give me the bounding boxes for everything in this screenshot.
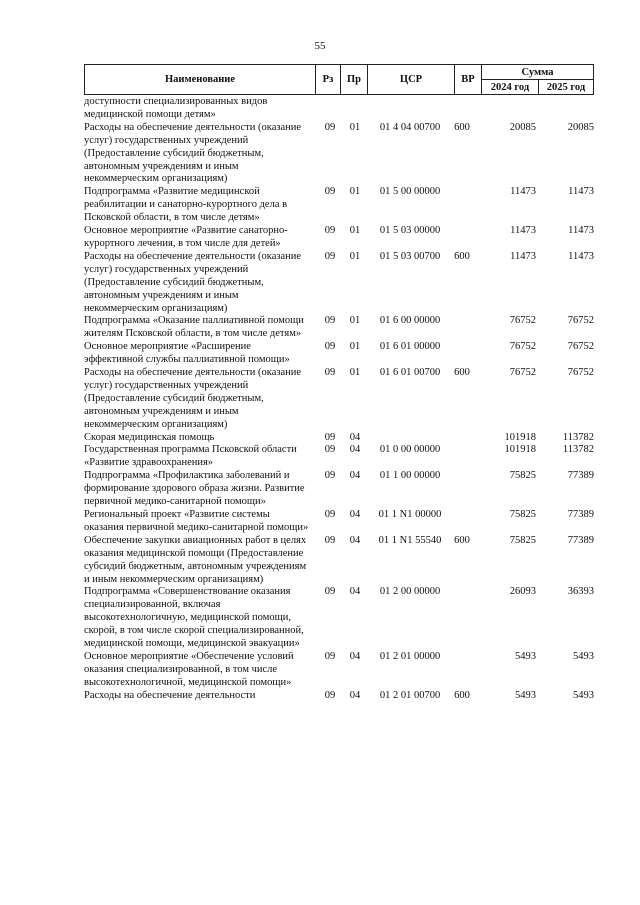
table-header [84,64,594,95]
row-pr: 04 [349,431,361,443]
row-sum-2025: 77389 [567,470,594,482]
row-sum-2024: 75825 [509,509,536,520]
row-pr: 04 [349,586,361,598]
row-name: Расходы на обеспечение деятельности (оказание услуг) государственных учреждений (Предоставление субсидий бюджетным, автономным учреждениям и иным некоммерческим организациям) [84,250,302,314]
header-vr: ВР [454,64,482,95]
header-csr: ЦСР [367,64,455,95]
row-sum-2024: 76752 [509,341,536,353]
table-row [84,432,594,445]
row-rz: 09 [324,509,336,520]
row-vr: 600 [454,121,470,133]
row-sum-2024: 76752 [509,315,536,327]
header-pr: Пр [340,64,368,95]
row-name: Основное мероприятие «Обеспечение условий оказания специализированной, в том числе высокотехнологичной, медицинской помощи» [84,650,294,688]
row-vr: 600 [454,689,470,701]
row-sum-2024: 101918 [504,444,536,456]
row-name: Основное мероприятие «Расширение эффективной службы паллиативной помощи» [84,341,290,366]
row-sum-2024: 11473 [510,186,536,198]
row-rz: 09 [324,186,336,198]
row-csr: 01 6 01 00000 [379,341,441,353]
row-rz: 09 [324,431,336,443]
table-row [84,470,594,509]
table-row [84,341,594,367]
row-rz: 09 [324,250,336,262]
row-name: доступности специализированных видов медицинской помощи детям» [84,96,268,120]
row-rz: 09 [324,534,336,546]
row-csr: 01 6 00 00000 [379,315,441,327]
row-pr: 01 [349,250,361,262]
header-year-2024: 2024 год [481,79,539,95]
row-name: Государственная программа Псковской области «Развитие здравоохранения» [84,444,297,469]
row-sum-2024: 75825 [509,470,536,482]
row-pr: 01 [349,315,361,327]
row-rz: 09 [324,470,336,482]
row-pr: 04 [349,470,361,482]
row-csr: 01 2 00 00000 [379,586,441,598]
table-row [84,122,594,187]
row-sum-2024: 20085 [509,121,536,133]
row-rz: 09 [324,586,336,598]
row-csr: 01 4 04 00700 [379,121,441,133]
row-csr: 01 2 01 00700 [379,689,441,701]
row-rz: 09 [324,367,336,379]
row-sum-2024: 11473 [510,250,536,262]
row-pr: 01 [349,367,361,379]
row-csr: 01 6 01 00700 [379,367,441,379]
row-vr: 600 [454,250,470,262]
table-row [84,251,594,316]
row-pr: 01 [349,186,361,198]
row-rz: 09 [324,315,336,327]
row-vr: 600 [454,367,470,379]
row-name: Расходы на обеспечение деятельности (оказание услуг) государственных учреждений (Предоставление субсидий бюджетным, автономным учреждениям и иным некоммерческим организациям) [84,121,302,185]
table-row [84,651,594,690]
row-pr: 04 [349,509,361,520]
row-sum-2025: 11473 [568,186,594,198]
row-sum-2025: 77389 [567,509,594,520]
table-row [84,690,594,703]
row-sum-2025: 113782 [562,431,594,443]
row-sum-2025: 11473 [568,250,594,262]
row-csr: 01 0 00 00000 [379,444,441,456]
row-sum-2024: 75825 [509,534,536,546]
row-sum-2024: 5493 [515,689,536,701]
row-rz: 09 [324,650,336,662]
row-name: Региональный проект «Развитие системы оказания первичной медико-санитарной помощи» [84,509,309,533]
row-csr: 01 5 03 00000 [379,225,441,237]
row-rz: 09 [324,225,336,237]
row-pr: 04 [349,534,361,546]
row-pr: 04 [349,689,361,701]
table-row [84,225,594,251]
row-sum-2025: 11473 [568,225,594,237]
row-name: Расходы на обеспечение деятельности [84,689,256,701]
row-csr: 01 1 N1 00000 [378,509,442,520]
row-pr: 04 [349,650,361,662]
header-year-2025: 2025 год [538,79,594,95]
row-sum-2025: 36393 [567,586,594,598]
row-sum-2025: 76752 [567,341,594,353]
page-number: 55 [314,40,326,52]
table-row [84,367,594,432]
table-row [84,315,594,341]
table-body [84,96,594,703]
row-csr: 01 5 03 00700 [379,250,441,262]
row-rz: 09 [324,444,336,456]
row-sum-2025: 76752 [567,367,594,379]
table-row [84,586,594,651]
row-csr: 01 5 00 00000 [379,186,441,198]
header-rz: Рз [315,64,341,95]
row-sum-2024: 11473 [510,225,536,237]
header-name: Наименование [84,64,316,95]
row-pr: 01 [349,341,361,353]
row-sum-2024: 76752 [509,367,536,379]
table-row [84,509,594,535]
row-name: Обеспечение закупки авиационных работ в целях оказания медицинской помощи (Предоставление субсидий бюджетным, автономным учреждениям и иным некоммерческим организациям) [84,534,307,585]
row-pr: 01 [349,121,361,133]
row-sum-2025: 113782 [562,444,594,456]
row-sum-2024: 101918 [504,431,536,443]
row-sum-2025: 20085 [567,121,594,133]
row-name: Расходы на обеспечение деятельности (оказание услуг) государственных учреждений (Предоставление субсидий бюджетным, автономным учреждениям и иным некоммерческим организациям) [84,367,302,430]
row-name: Подпрограмма «Совершенствование оказания специализированной, включая высокотехнологичную, медицинской помощи, скорой, в том числе скорой специализированной, медицинской помощи, медицинской эвакуации» [84,586,304,650]
row-sum-2024: 26093 [509,586,536,598]
row-sum-2024: 5493 [515,650,536,662]
row-name: Подпрограмма «Профилактика заболеваний и формирование здорового образа жизни. Развитие первичной медико-санитарной помощи» [84,470,305,508]
row-rz: 09 [324,121,336,133]
row-rz: 09 [324,689,336,701]
row-csr: 01 1 00 00000 [379,470,441,482]
table-row [84,444,594,470]
row-name: Скорая медицинская помощь [84,431,215,443]
row-sum-2025: 77389 [567,534,594,546]
row-rz: 09 [324,341,336,353]
row-csr: 01 1 N1 55540 [378,534,442,546]
row-name: Подпрограмма «Развитие медицинской реабилитации и санаторно-курортного дела в Псковской области, в том числе детям» [84,186,288,224]
table-row [84,535,594,587]
row-pr: 01 [349,225,361,237]
row-name: Подпрограмма «Оказание паллиативной помощи жителям Псковской области, в том числе детям» [84,315,304,340]
row-csr: 01 2 01 00000 [379,650,441,662]
table-row [84,186,594,225]
row-name: Основное мероприятие «Развитие санаторно-курортного лечения, в том числе для детей» [84,225,288,249]
row-sum-2025: 5493 [573,689,594,701]
table-row [84,96,594,122]
row-vr: 600 [454,534,470,546]
row-pr: 04 [349,444,361,456]
row-sum-2025: 76752 [567,315,594,327]
row-sum-2025: 5493 [573,650,594,662]
header-sum: Сумма [481,64,594,80]
